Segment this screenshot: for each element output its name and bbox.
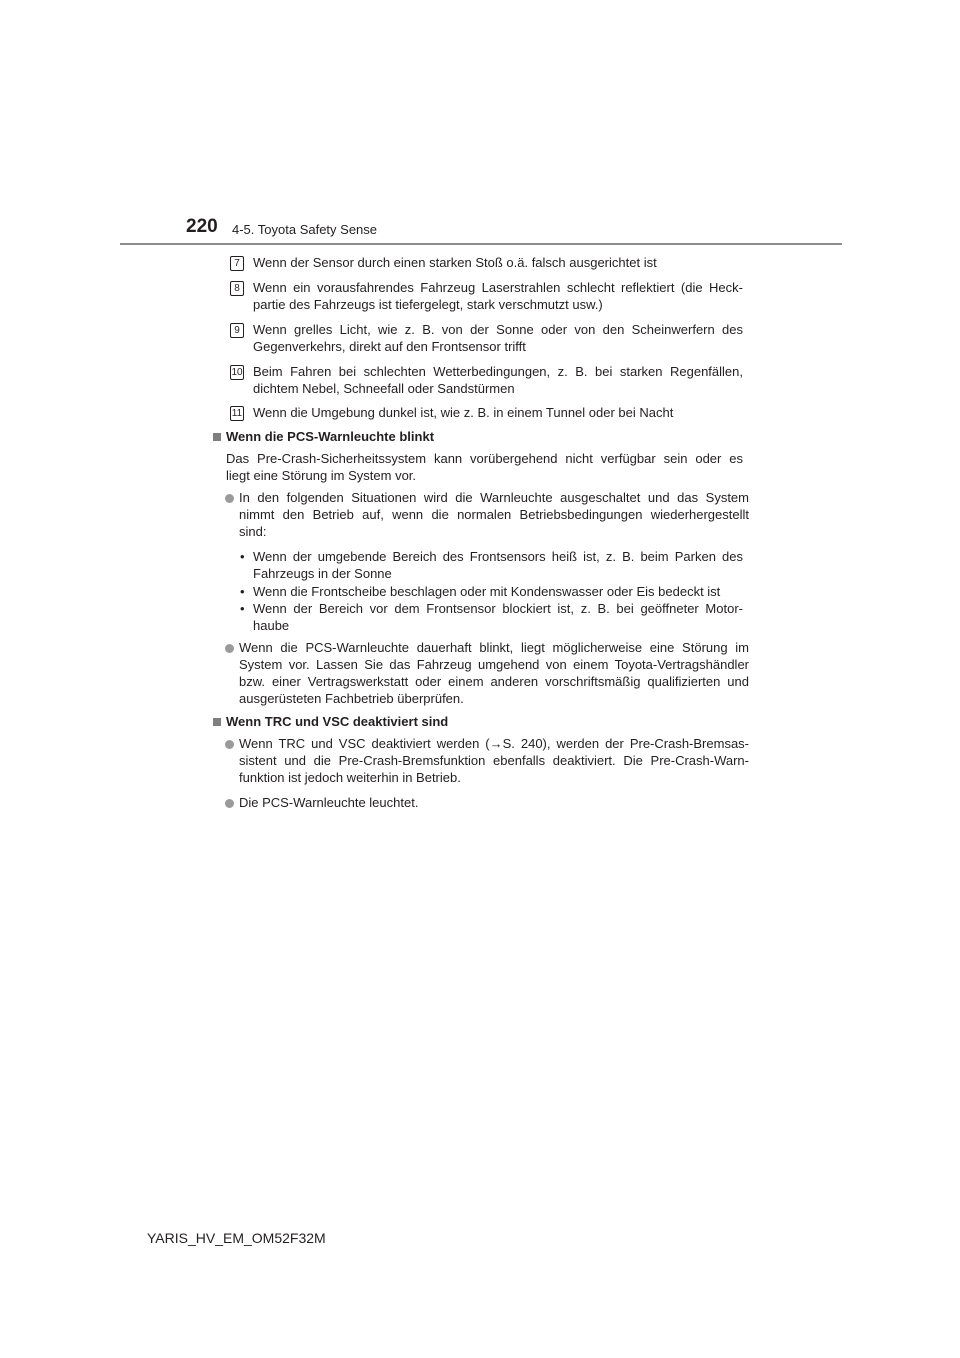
trc-bullet2-line-1: Die PCS-Warnleuchte leuchtet. bbox=[239, 795, 419, 810]
sub2-line-1: Wenn die Frontscheibe beschlagen oder mit Kondenswasser oder Eis bedeckt ist bbox=[253, 584, 721, 599]
dot-bullet-icon: • bbox=[240, 601, 245, 616]
square-bullet-icon bbox=[213, 718, 221, 726]
item-number-9: 9 bbox=[230, 323, 244, 338]
section-title: 4-5. Toyota Safety Sense bbox=[232, 222, 378, 237]
item-7-line-1: Wenn der Sensor durch einen starken Stoß o.ä. falsch ausgerichtet ist bbox=[253, 255, 657, 270]
item-8-line-2: partie des Fahrzeugs ist tiefergelegt, stark verschmutzt usw.) bbox=[253, 297, 603, 312]
item-number-10: 10 bbox=[231, 367, 243, 378]
pcs-bullet2-line-2: System vor. Lassen Sie das Fahrzeug umgehend von einem Toyota-Vertragshändler bbox=[239, 657, 749, 672]
sub3-line-2: haube bbox=[253, 618, 290, 633]
pcs-bullet2-line-3: bzw. einer Vertragswerkstatt oder einem anderen vorschriftsmäßig qualifizierten und bbox=[239, 674, 749, 689]
footer-document-code: YARIS_HV_EM_OM52F32M bbox=[147, 1230, 326, 1246]
page-number: 220 bbox=[186, 216, 218, 237]
item-number-7: 7 bbox=[230, 256, 244, 271]
item-9-line-2: Gegenverkehrs, direkt auf den Frontsensor trifft bbox=[253, 339, 526, 354]
item-number-8: 8 bbox=[230, 281, 244, 296]
pcs-bullet2-line-4: ausgerüsteten Fachbetrieb überprüfen. bbox=[239, 691, 464, 706]
item-10-line-1: Beim Fahren bei schlechten Wetterbedingungen, z. B. bei starken Regenfällen, bbox=[253, 364, 743, 379]
dot-bullet-icon: • bbox=[240, 549, 245, 564]
pcs-intro-line-1: Das Pre-Crash-Sicherheitssystem kann vorübergehend nicht verfügbar sein oder es bbox=[226, 451, 743, 466]
pcs-bullet1-line-1: In den folgenden Situationen wird die Warnleuchte ausgeschaltet und das System bbox=[239, 490, 749, 505]
pcs-bullet1-line-3: sind: bbox=[239, 524, 267, 539]
trc-bullet1-line-3: funktion ist jedoch weiterhin in Betrieb. bbox=[239, 770, 461, 785]
square-bullet-icon bbox=[213, 433, 221, 441]
item-number-11: 11 bbox=[231, 408, 243, 419]
trc-bullet1-line-2: sistent und die Pre-Crash-Bremsfunktion ebenfalls deaktiviert. Die Pre-Crash-Warn- bbox=[239, 753, 749, 768]
circle-bullet-icon bbox=[225, 494, 234, 503]
circle-bullet-icon bbox=[225, 644, 234, 653]
circle-bullet-icon bbox=[225, 799, 234, 808]
pcs-bullet1-line-2: nimmt den Betrieb auf, wenn die normalen Betriebsbedingungen wiederhergestellt bbox=[239, 507, 749, 522]
pcs-bullet2-line-1: Wenn die PCS-Warnleuchte dauerhaft blinkt, liegt möglicherweise eine Störung im bbox=[239, 640, 749, 655]
trc-heading: Wenn TRC und VSC deaktiviert sind bbox=[226, 714, 449, 729]
pcs-heading: Wenn die PCS-Warnleuchte blinkt bbox=[226, 429, 435, 444]
item-11-line-1: Wenn die Umgebung dunkel ist, wie z. B. in einem Tunnel oder bei Nacht bbox=[253, 405, 674, 420]
dot-bullet-icon: • bbox=[240, 584, 245, 599]
item-10-line-2: dichtem Nebel, Schneefall oder Sandstürmen bbox=[253, 381, 515, 396]
sub3-line-1: Wenn der Bereich vor dem Frontsensor blockiert ist, z. B. bei geöffneter Motor- bbox=[253, 601, 743, 616]
item-8-line-1: Wenn ein vorausfahrendes Fahrzeug Laserstrahlen schlecht reflektiert (die Heck- bbox=[253, 280, 743, 295]
sub1-line-1: Wenn der umgebende Bereich des Frontsensors heiß ist, z. B. beim Parken des bbox=[253, 549, 743, 564]
sub1-line-2: Fahrzeugs in der Sonne bbox=[253, 566, 392, 581]
trc-bullet1-line-1: Wenn TRC und VSC deaktiviert werden (→S. 240), werden der Pre-Crash-Bremsas- bbox=[239, 736, 749, 751]
circle-bullet-icon bbox=[225, 740, 234, 749]
header-rule bbox=[120, 243, 842, 245]
pcs-intro-line-2: liegt eine Störung im System vor. bbox=[226, 468, 417, 483]
item-9-line-1: Wenn grelles Licht, wie z. B. von der Sonne oder von den Scheinwerfern des bbox=[253, 322, 743, 337]
